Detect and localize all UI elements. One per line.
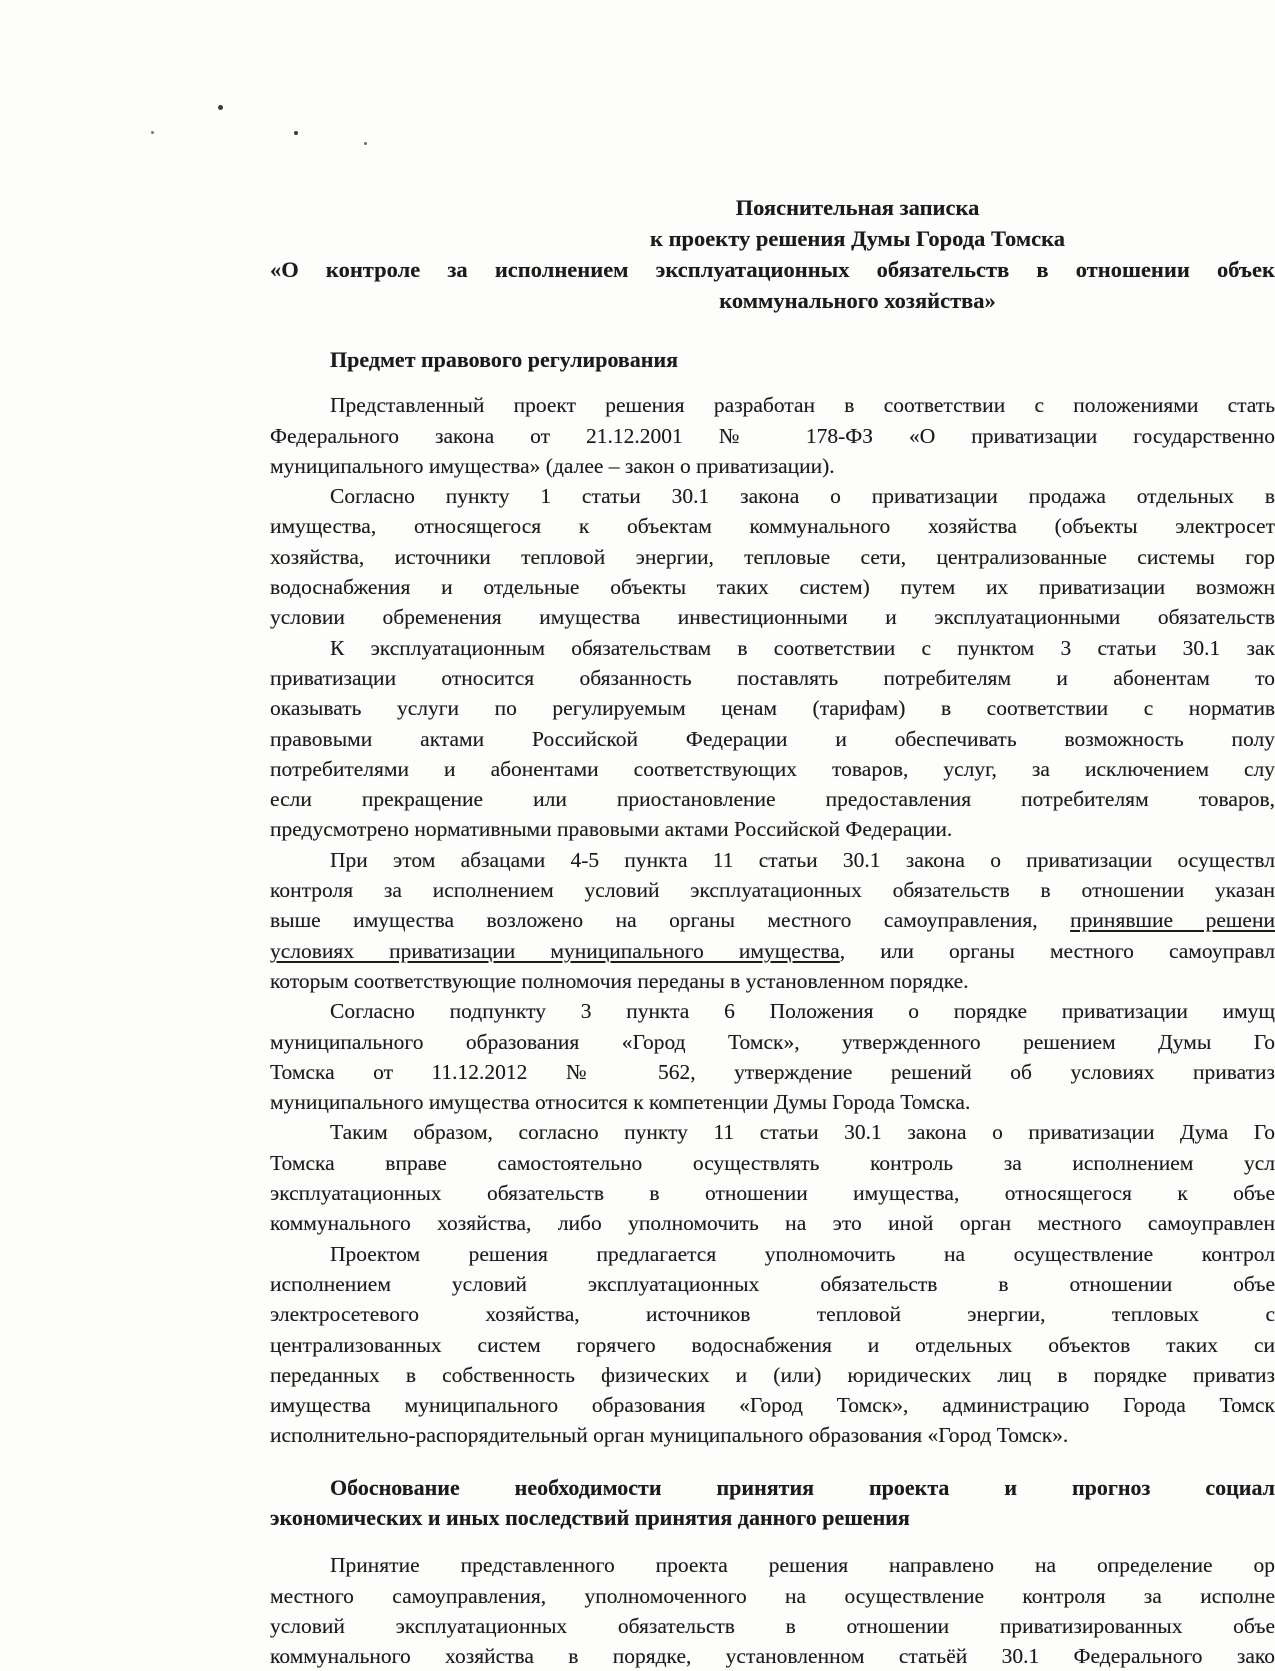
text-line — [270, 1269, 1275, 1299]
text-segment: имущества, относящегося к объектам коммунального хозяйства (объекты электросет — [270, 514, 1275, 539]
text-segment: , или органы местного самоуправл — [839, 938, 1275, 963]
paragraph-1 — [270, 390, 1275, 481]
text-line — [270, 1390, 1275, 1420]
text-line — [270, 1550, 1275, 1580]
text-line — [270, 1148, 1275, 1178]
text-segment: Томска вправе самостоятельно осуществлять контроль за исполнением усл — [270, 1150, 1275, 1175]
text-line — [270, 724, 1275, 754]
text-line — [270, 451, 1275, 481]
text-line — [270, 390, 1275, 420]
text-line — [270, 693, 1275, 723]
text-segment: централизованных систем горячего водоснабжения и отдельных объектов таких си — [270, 1332, 1275, 1357]
text-line — [270, 1611, 1275, 1641]
text-segment: хозяйства, источники тепловой энергии, тепловые сети, централизованные системы гор — [270, 544, 1275, 569]
text-line — [270, 1473, 1275, 1503]
title-block — [270, 192, 1275, 316]
paragraph-5 — [270, 996, 1275, 1117]
text-line — [270, 1208, 1275, 1238]
text-line — [270, 345, 1275, 375]
text-line — [270, 1239, 1275, 1269]
text-segment: местного самоуправления, уполномоченного на осуществление контроля за исполне — [270, 1583, 1275, 1608]
text-segment: муниципального образования «Город Томск», утвержденного решением Думы Го — [270, 1029, 1275, 1054]
section-1-heading — [270, 345, 1275, 375]
text-segment: Обоснование необходимости принятия проекта и прогноз социал — [330, 1474, 1275, 1500]
text-segment: исполнительно-распорядительный орган муниципального образования «Город Томск». — [270, 1423, 1069, 1448]
text-line — [270, 936, 1275, 966]
text-segment: Федерального закона от 21.12.2001 № 178-ФЗ «О приватизации государственно — [270, 423, 1275, 448]
text-line — [270, 1641, 1275, 1671]
text-segment: переданных в собственность физических и (или) юридических лиц в порядке приватиз — [270, 1362, 1275, 1387]
text-segment: Томска от 11.12.2012 № 562, утверждение решений об условиях приватиз — [270, 1059, 1275, 1084]
text-segment: водоснабжения и отдельные объекты таких систем) путем их приватизации возможн — [270, 575, 1275, 600]
text-segment: муниципального имущества относится к компетенции Думы Города Томска. — [270, 1090, 971, 1115]
text-segment: имущества муниципального образования «Город Томск», администрацию Города Томск — [270, 1393, 1275, 1418]
text-line — [270, 1420, 1275, 1450]
text-line — [270, 1299, 1275, 1329]
text-line — [270, 633, 1275, 663]
text-line — [270, 814, 1275, 844]
paragraph-4 — [270, 845, 1275, 996]
text-segment: эксплуатационных обязательств в отношении имущества, относящегося к объе — [270, 1181, 1275, 1206]
text-line — [270, 223, 1275, 254]
text-line — [270, 254, 1275, 285]
text-segment: оказывать услуги по регулируемым ценам (тарифам) в соответствии с норматив — [270, 696, 1275, 721]
text-line — [270, 996, 1275, 1026]
text-line — [270, 481, 1275, 511]
text-segment: «О контроле за исполнением эксплуатационных обязательств в отношении объек — [270, 257, 1275, 282]
text-segment: муниципального имущества» (далее – закон о приватизации). — [270, 453, 835, 478]
text-line — [270, 1360, 1275, 1390]
text-line — [270, 511, 1275, 541]
text-segment: приватизации относится обязанность поставлять потребителям и абонентам то — [270, 665, 1275, 690]
paragraph-2 — [270, 481, 1275, 632]
text-segment: правовыми актами Российской Федерации и обеспечивать возможность полу — [270, 726, 1275, 751]
paragraph-3 — [270, 633, 1275, 845]
text-line — [270, 285, 1275, 316]
text-line — [270, 1057, 1275, 1087]
scan-artifact — [151, 131, 154, 134]
text-line — [270, 192, 1275, 223]
text-segment: предусмотрено нормативными правовыми актами Российской Федерации. — [270, 817, 953, 842]
document-page — [270, 0, 1275, 1671]
text-line — [270, 754, 1275, 784]
text-line — [270, 905, 1275, 935]
text-segment: коммунального хозяйства в порядке, установленном статьёй 30.1 Федерального зако — [270, 1644, 1275, 1669]
text-line — [270, 1503, 1275, 1533]
text-segment: экономических и иных последствий принятия данного решения — [270, 1504, 910, 1530]
text-segment: исполнением условий эксплуатационных обязательств в отношении объе — [270, 1271, 1275, 1296]
text-line — [270, 572, 1275, 602]
text-line — [270, 602, 1275, 632]
text-segment: Предмет правового регулирования — [330, 347, 679, 372]
text-line — [270, 1330, 1275, 1360]
text-line — [270, 421, 1275, 451]
section-2-heading — [270, 1473, 1275, 1534]
underlined-text: условиях приватизации муниципального имущества — [270, 938, 840, 963]
text-segment: Проектом решения предлагается уполномочить на осуществление контрол — [330, 1241, 1275, 1266]
text-line — [270, 542, 1275, 572]
text-line — [270, 1178, 1275, 1208]
text-line — [270, 1087, 1275, 1117]
text-segment: если прекращение или приостановление предоставления потребителям товаров, — [270, 787, 1275, 812]
text-segment: потребителями и абонентами соответствующих товаров, услуг, за исключением слу — [270, 756, 1275, 781]
text-segment: Согласно пункту 1 статьи 30.1 закона о приватизации продажа отдельных в — [330, 484, 1275, 509]
text-segment: условии обременения имущества инвестиционными и эксплуатационными обязательств — [270, 605, 1275, 630]
text-segment: электросетевого хозяйства, источников тепловой энергии, тепловых с — [270, 1302, 1275, 1327]
text-segment: К эксплуатационным обязательствам в соответствии с пунктом 3 статьи 30.1 зак — [330, 635, 1275, 660]
text-segment: коммунального хозяйства, либо уполномочить на это иной орган местного самоуправлен — [270, 1211, 1275, 1236]
text-segment: Принятие представленного проекта решения направлено на определение ор — [330, 1553, 1275, 1578]
paragraph-8 — [270, 1550, 1275, 1671]
text-segment: При этом абзацами 4-5 пункта 11 статьи 30.1 закона о приватизации осуществл — [330, 847, 1275, 872]
text-segment: Пояснительная записка — [735, 195, 980, 220]
text-line — [270, 1027, 1275, 1057]
text-line — [270, 966, 1275, 996]
paragraph-7 — [270, 1239, 1275, 1451]
text-line — [270, 875, 1275, 905]
text-line — [270, 845, 1275, 875]
text-segment: выше имущества возложено на органы местного самоуправления, — [270, 908, 1071, 933]
text-segment: контроля за исполнением условий эксплуатационных обязательств в отношении указан — [270, 878, 1275, 903]
underlined-text: принявшие решени — [1070, 908, 1275, 933]
text-segment: условий эксплуатационных обязательств в отношении приватизированных объе — [270, 1613, 1275, 1638]
text-segment: Согласно подпункту 3 пункта 6 Положения о порядке приватизации имущ — [330, 999, 1275, 1024]
text-segment: Представленный проект решения разработан в соответствии с положениями стать — [330, 393, 1275, 418]
scan-artifact — [218, 105, 223, 110]
text-line — [270, 1117, 1275, 1147]
text-segment: коммунального хозяйства» — [719, 288, 996, 313]
text-segment: которым соответствующие полномочия переданы в установленном порядке. — [270, 968, 969, 993]
text-line — [270, 784, 1275, 814]
paragraph-6 — [270, 1117, 1275, 1238]
text-line — [270, 663, 1275, 693]
text-line — [270, 1581, 1275, 1611]
text-segment: к проекту решения Думы Города Томска — [649, 226, 1066, 251]
text-segment: Таким образом, согласно пункту 11 статьи 30.1 закона о приватизации Дума Го — [330, 1120, 1275, 1145]
